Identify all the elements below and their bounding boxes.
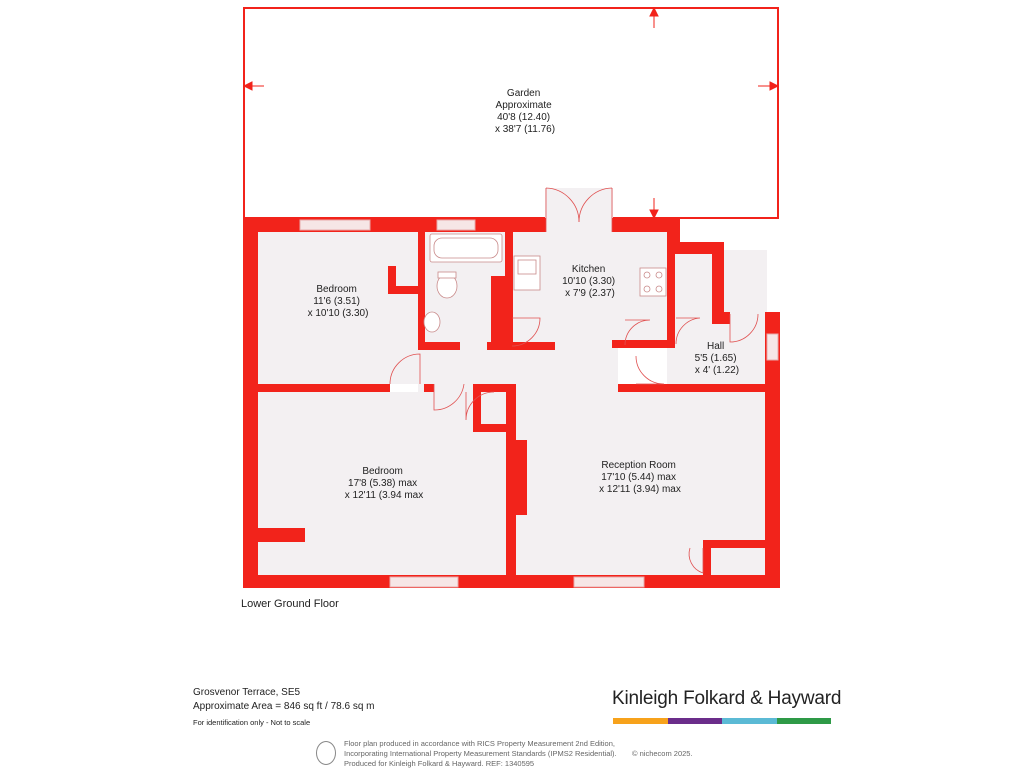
brand-bar-blue: [722, 718, 777, 724]
brand-bar-green: [777, 718, 832, 724]
garden-label: Garden Approximate 40'8 (12.40) x 38'7 (11.76): [494, 88, 556, 135]
footer-line3: Produced for Kinleigh Folkard & Hayward. REF: 1340595: [344, 759, 535, 768]
bedroom1-label: Bedroom 11'6 (3.51) x 10'10 (3.30): [307, 284, 369, 319]
property-address: Grosvenor Terrace, SE5: [193, 687, 301, 698]
brand-logo: Kinleigh Folkard & Hayward: [612, 688, 842, 709]
footer-line1: Floor plan produced in accordance with RICS Property Measurement 2nd Edition,: [344, 739, 615, 748]
floor-label: Lower Ground Floor: [241, 598, 339, 610]
brand-bar-orange: [613, 718, 668, 724]
footer-copyright: © nichecom 2025.: [632, 749, 693, 758]
reception-label: Reception Room 17'10 (5.44) max x 12'11 (3.94) max: [599, 460, 681, 495]
kitchen-label: Kitchen 10'10 (3.30) x 7'9 (2.37): [562, 264, 616, 299]
property-area: Approximate Area = 846 sq ft / 78.6 sq m: [193, 701, 375, 712]
brand-color-bar: [613, 718, 831, 724]
nichecom-icon: [316, 741, 336, 765]
property-info: [193, 686, 375, 730]
identification-note: For identification only - Not to scale: [193, 718, 311, 727]
footer-text: [344, 739, 617, 769]
brand-bar-purple: [668, 718, 723, 724]
bedroom2-label: Bedroom 17'8 (5.38) max x 12'11 (3.94 max: [344, 466, 424, 501]
hall-label: Hall 5'5 (1.65) x 4' (1.22): [694, 341, 740, 376]
footer-line2: Incorporating International Property Measurement Standards (IPMS2 Residential).: [344, 749, 617, 758]
